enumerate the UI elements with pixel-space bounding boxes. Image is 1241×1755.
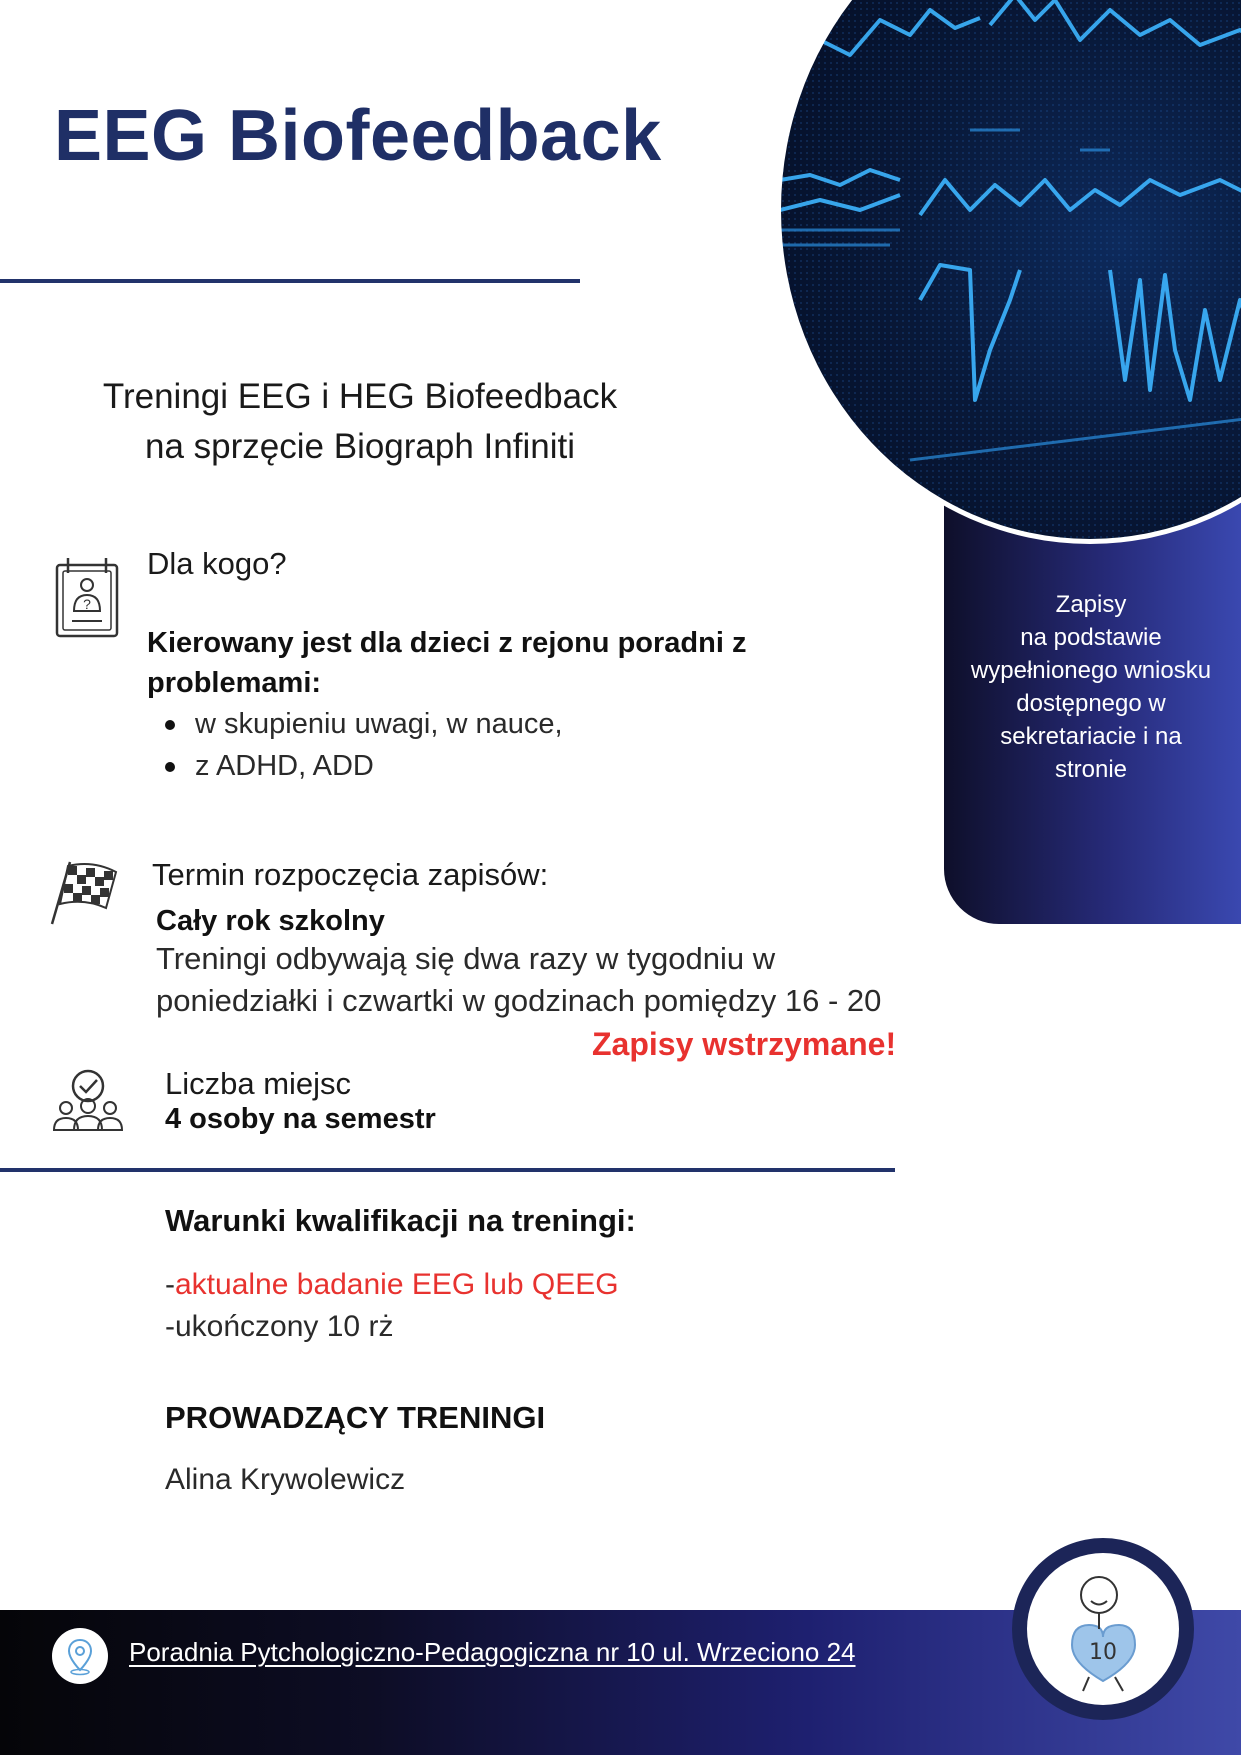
divider (0, 1168, 895, 1172)
checkered-flag-icon (48, 858, 120, 926)
target-list (165, 703, 563, 787)
target-heading: Dla kogo? (147, 546, 287, 581)
school-logo-inner (1027, 1553, 1179, 1705)
signup-info-line: na podstawie (1020, 624, 1162, 651)
list-item: z ADHD, ADD (165, 745, 563, 787)
address-link[interactable]: Poradnia Pytchologiczno-Pedagogiczna nr 10 ul. Wrzeciono 24 (129, 1637, 856, 1667)
signup-info-line: Zapisy (1055, 591, 1127, 618)
mascot-icon (1027, 1553, 1179, 1705)
enrollment-heading: Termin rozpoczęcia zapisów: (152, 857, 549, 892)
qualification-condition (165, 1268, 619, 1302)
signup-info-text (955, 588, 1227, 786)
condition-text: aktualne badanie EEG lub QEEG (175, 1268, 619, 1301)
enrollment-schedule (156, 938, 936, 1022)
clipboard-person-question-icon (54, 555, 120, 639)
list-item: w skupieniu uwagi, w nauce, (165, 703, 563, 745)
group-check-icon (50, 1068, 126, 1134)
signup-info-line: dostępnego w (1016, 690, 1166, 717)
trainer-heading: PROWADZĄCY TRENINGI (165, 1400, 546, 1435)
subtitle-line-2: na sprzęcie Biograph Infiniti (145, 427, 575, 466)
signup-info-line: stronie (1054, 756, 1128, 783)
divider (0, 279, 580, 283)
target-description: Kierowany jest dla dzieci z rejonu poradni z problemami: (147, 627, 747, 699)
subtitle-line-1: Treningi EEG i HEG Biofeedback (102, 377, 618, 416)
signup-info-line: wypełnionego wniosku (970, 657, 1212, 684)
trainer-name: Alina Krywolewicz (165, 1463, 406, 1496)
qualification-heading: Warunki kwalifikacji na treningi: (165, 1203, 636, 1238)
svg-text:?: ? (83, 596, 91, 612)
subtitle (70, 372, 650, 472)
location-pin-icon (52, 1628, 108, 1684)
condition-prefix: - (165, 1268, 175, 1301)
capacity-value: 4 osoby na semestr (165, 1103, 436, 1135)
capacity-heading: Liczba miejsc (165, 1066, 352, 1101)
page-title: EEG Biofeedback (54, 96, 662, 176)
schedule-line: Treningi odbywają się dwa razy w tygodniu w (156, 941, 776, 976)
qualification-condition: -ukończony 10 rż (165, 1310, 394, 1343)
signup-info-line: sekretariacie i na (1000, 723, 1182, 750)
enrollment-status: Zapisy wstrzymane! (592, 1026, 897, 1062)
enrollment-period: Cały rok szkolny (156, 905, 385, 937)
logo-number: 10 (1089, 1640, 1117, 1665)
schedule-line: poniedziałki i czwartki w godzinach pomiędzy 16 - 20 (156, 983, 882, 1018)
